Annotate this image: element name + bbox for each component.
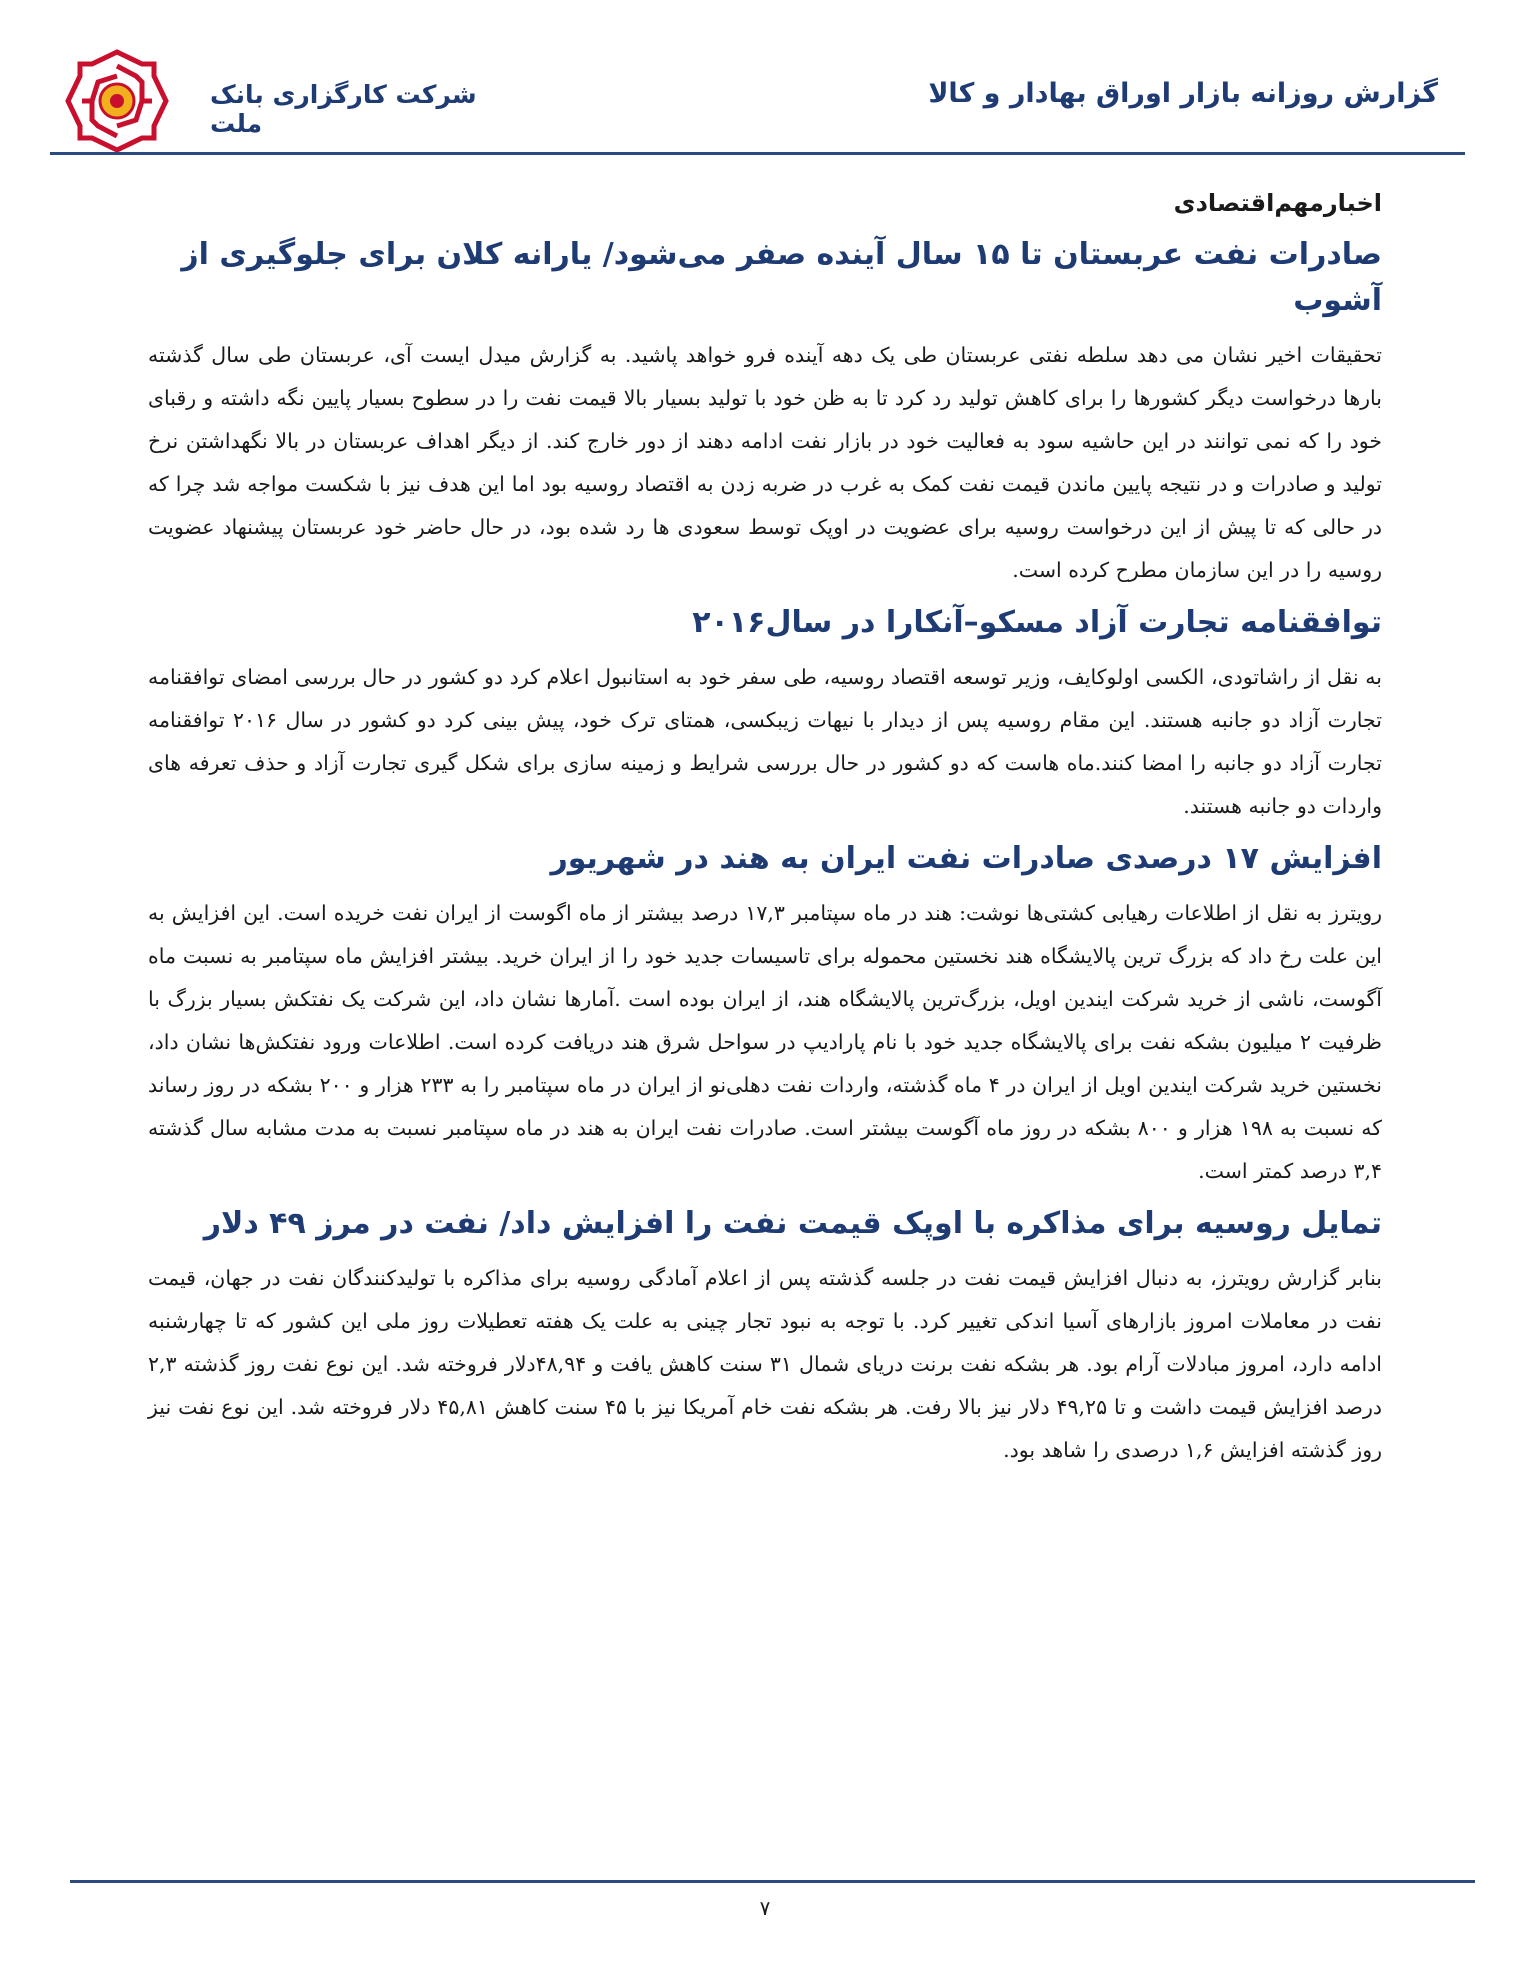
article-title: تمایل روسیه برای مذاکره با اوپک قیمت نفت را افزایش داد/ نفت در مرز ۴۹ دلار bbox=[203, 1206, 1382, 1241]
article-title: توافقنامه تجارت آزاد مسکو–آنکارا در سال۲۰۱۶ bbox=[692, 605, 1382, 640]
article-body: به نقل از راشاتودی، الکسی اولوکایف، وزیر توسعه اقتصاد روسیه، طی سفر خود به استانبول اعلام کرد دو کشور در حال بررسی امضای توافقنامه تجارت آزاد دو جانبه هستند. این مقام روسیه پس از دیدار با نیهات زیبکسی، همتای ترک خود، پیش بینی کرد دو کشور در سال ۲۰۱۶ توافقنامه تجارت آزاد دو جانبه را امضا کنند.ماه هاست که دو کشور در حال بررسی شرایط و زمینه سازی برای شکل گیری تجارت آزاد و حذف تعرفه های واردات دو جانبه هستند. bbox=[148, 665, 1382, 818]
article bbox=[148, 1201, 1382, 1472]
section-label: اخبارمهم‌اقتصادی bbox=[1173, 189, 1382, 217]
page-header bbox=[0, 0, 1530, 160]
article bbox=[148, 232, 1382, 592]
article-title: صادرات نفت عربستان تا ۱۵ سال آینده صفر می‌شود/ یارانه کلان برای جلوگیری از آشوب bbox=[181, 237, 1382, 318]
report-title: گزارش روزانه بازار اوراق بهادار و کالا bbox=[928, 78, 1438, 109]
article-body: تحقیقات اخیر نشان می دهد سلطه نفتی عربستان طی یک دهه آینده فرو خواهد پاشید. به گزارش میدل ایست آی، عربستان طی سال گذشته بارها درخواست دیگر کشورها را برای کاهش تولید رد کرد تا به ظن خود با تولید بسیار بالا قیمت نفت را در سطوح بسیار پایین نگه داشته و رقبای خود را که نمی توانند در این حاشیه سود به فعالیت خود در بازار نفت ادامه دهند از دور خارج کند. از دیگر اهداف عربستان در بالا نگهداشتن نرخ تولید و صادرات و در نتیجه پایین ماندن قیمت نفت کمک به غرب در ضربه زدن به اقتصاد روسیه بود اما این هدف نیز با شکست مواجه شد چرا که در حالی که تا پیش از این درخواست روسیه برای عضویت در اوپک توسط سعودی ها رد شده بود، در حال حاضر خود عربستان پیشنهاد عضویت روسیه را در این سازمان مطرح کرده است. bbox=[148, 343, 1382, 582]
header-divider bbox=[50, 152, 1465, 155]
article bbox=[148, 600, 1382, 828]
company-name: شرکت کارگزاری بانک ملت bbox=[210, 80, 477, 138]
footer-divider bbox=[70, 1880, 1475, 1883]
article bbox=[148, 836, 1382, 1193]
article-title: افزایش ۱۷ درصدی صادرات نفت ایران به هند در شهریور bbox=[550, 841, 1382, 876]
article-body: رویترز به نقل از اطلاعات رهیابی کشتی‌ها نوشت: هند در ماه سپتامبر ۱۷,۳ درصد بیشتر از ماه اگوست از ایران نفت خریده است. این افزایش به این علت رخ داد که بزرگ ترین پالایشگاه هند نخستین محموله برای تاسیسات جدید خود را از ایران خرید. بیشتر افزایش ماه سپتامبر به نسبت ماه آگوست، ناشی از خرید شرکت ایندین اویل، بزرگ‌ترین پالایشگاه هند، از ایران بوده است .آمارها نشان داد، این شرکت یک نفتکش بسیار بزرگ با ظرفیت ۲ میلیون بشکه نفت برای پالایشگاه جدید خود با نام پارادیپ در سواحل شرق هند دریافت کرده است. اطلاعات ورود نفتکش‌ها نشان داد، نخستین خرید شرکت ایندین اویل از ایران در ۴ ماه گذشته، واردات نفت دهلی‌نو از ایران در ماه سپتامبر را به ۲۳۳ هزار و ۲۰۰ بشکه در روز رساند که نسبت به ۱۹۸ هزار و ۸۰۰ بشکه در روز ماه آگوست بیشتر است. صادرات نفت ایران به هند در ماه سپتامبر نسبت به مدت مشابه سال گذشته ۳,۴ درصد کمتر است. bbox=[148, 901, 1382, 1183]
bank-mellat-logo bbox=[62, 46, 172, 156]
page-number: ۷ bbox=[759, 1896, 771, 1920]
main-content bbox=[148, 186, 1382, 1480]
article-body: بنابر گزارش رویترز، به دنبال افزایش قیمت نفت در جلسه گذشته پس از اعلام آمادگی روسیه برای مذاکره با تولیدکنندگان نفت در جهان، قیمت نفت در معاملات امروز بازارهای آسیا اندکی تغییر کرد. با توجه به نبود تجار چینی به علت یک هفته تعطیلات روز ملی این کشور که تا چهارشنبه ادامه دارد، امروز مبادلات آرام بود. هر بشکه نفت برنت دریای شمال ۳۱ سنت کاهش یافت و ۴۸,۹۴دلار فروخته شد. این نوع نفت روز گذشته ۲,۳ درصد افزایش قیمت داشت و تا ۴۹,۲۵ دلار نیز بالا رفت. هر بشکه نفت خام آمریکا نیز با ۴۵ سنت کاهش ۴۵,۸۱ دلار فروخته شد. این نوع نفت نیز روز گذشته افزایش ۱,۶ درصدی را شاهد بود. bbox=[148, 1266, 1382, 1462]
